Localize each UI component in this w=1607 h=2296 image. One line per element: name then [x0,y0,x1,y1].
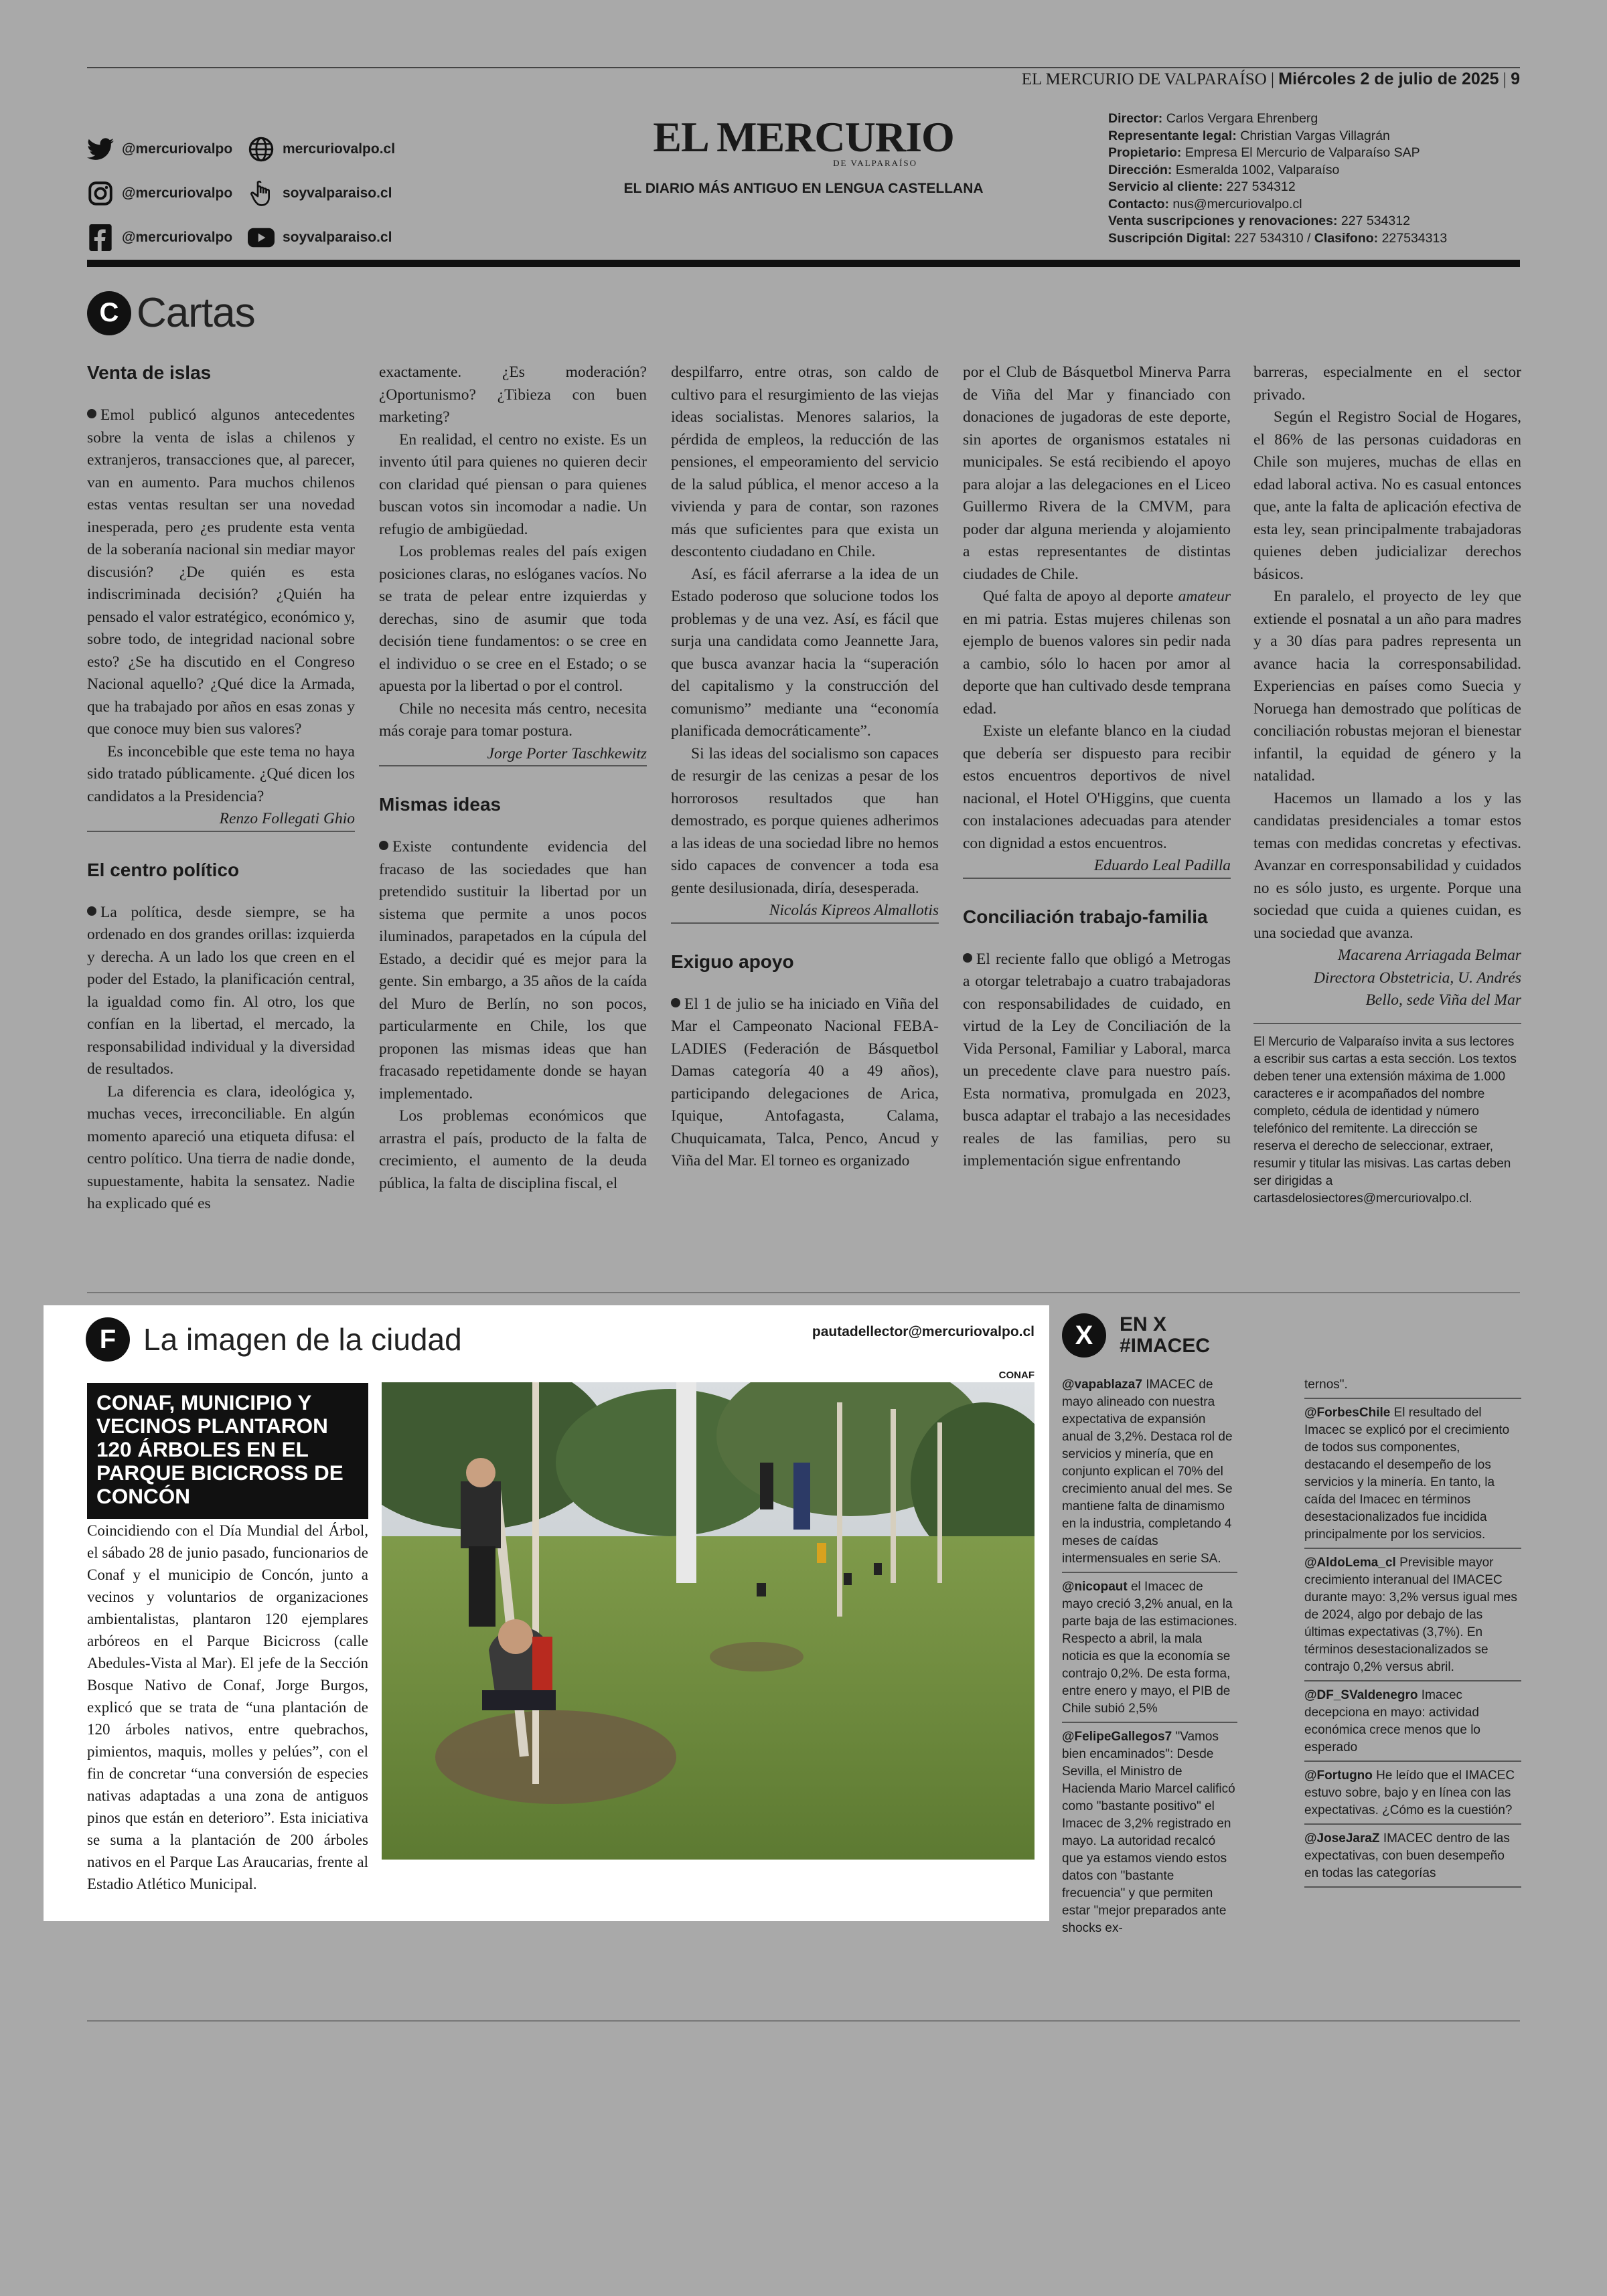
letter-title: Mismas ideas [379,794,502,815]
social-facebook[interactable] [87,224,248,251]
letter-title: El centro político [87,859,240,880]
bullet-dot [671,998,680,1007]
top-rule [87,67,1520,68]
enx-header [1062,1313,1210,1358]
staff-value: Empresa El Mercurio de Valparaíso SAP [1184,145,1420,160]
letter-paragraph: Los problemas económicos que arrastra el país, producto de la falta de crecimiento, el aumento de la deuda pública, la falta de disciplina fiscal, el [379,1107,647,1192]
letter-paragraph: despilfarro, entre otras, son caldo de cultivo para el resurgimiento de las viejas ideas socialistas. Menores salarios, la pérdida de empleos, la reducción de las pensiones, el empeoramiento del servicio de la salud pública, el menor acceso a la vivienda y para de contar, son razones más que suficientes para que exista un descontento ciudadano en Chile. [671,363,939,560]
tweet-text: El resultado del Imacec se explicó por el crecimiento de todos sus componentes, destacando el desempeño de los servicios y la minería. En tanto, la caída del Imacec en términos desestacionalizados fue incidida principalmente por los servicios. [1304,1406,1510,1542]
letter-divider [671,922,939,924]
letter-paragraph: El 1 de julio se ha iniciado en Viña del Mar el Campeonato Nacional FEBA-LADIES (Federación de Básquetbol Damas categoría 40 a 49 años), participando delegaciones de Arica, Iquique, Antofagasta, Calama, Chuquicamata, Talca, Penco, Ancud y Viña del Mar. El torneo es organizado [671,995,939,1169]
letter-divider [87,831,355,832]
tweet-handle[interactable]: @DF_SValdenegro [1304,1688,1418,1702]
tweet-continuation: ternos". [1304,1376,1521,1399]
staff-value: Carlos Vergara Ehrenberg [1166,111,1318,126]
letter-paragraph: barreras, especialmente en el sector privado. [1253,363,1521,404]
staff-key: Dirección: [1108,162,1172,177]
social-handle: soyvalparaiso.cl [283,230,392,245]
tweet-handle[interactable]: @FelipeGallegos7 [1062,1730,1172,1744]
staff-key: Servicio al cliente: [1108,179,1223,194]
bullet-dot [963,953,972,963]
city-title: La imagen de la ciudad [143,1322,462,1357]
staff-value: Esmeralda 1002, Valparaíso [1175,162,1340,177]
staff-key: Propietario: [1108,145,1182,160]
letter-divider [963,878,1231,879]
letters-column-3 [671,361,939,1173]
tweet [1304,1767,1521,1825]
city-letter-badge: F [86,1317,130,1362]
staff-key: Representante legal: [1108,128,1237,143]
city-body: Coincidiendo con el Día Mundial del Árbol, el sábado 28 de junio pasado, funcionarios de Conaf y el municipio de Concón, junto a vecinos y voluntarios de organizaciones ambientalistas, plantaron 120 ejemplares arbóreos en el Parque Bicicross (calle Abedules-Vista al Mar). El jefe de la Sección Bosque Nativo de Conaf, Jorge Burgos, explicó que se trata de “una plantación de 120 árboles nativos, entre quebrachos, pimientos, maquis, molles y pelúes”, con el fin de concretar “una conversión de especies nativas adaptadas a una zona de antiguos pinos que están en deterioro”. Esta iniciativa se suma a la plantación de 200 árboles nativos en el Parque Las Araucarias, frente al Estadio Atlético Municipal. [87,1522,368,1892]
tweet-text: Imacec decepciona en mayo: actividad económica crece menos que lo esperado [1304,1688,1480,1754]
tweets-column-1 [1062,1376,1237,1947]
social-links [87,127,408,260]
letters-column-5 [1253,361,1521,1208]
youtube-icon [248,224,275,251]
letter-paragraph: Así, es fácil aferrarse a la idea de un Estado poderoso que solucione todos los problemas y de una vez. Así, es fácil que surja una candidata como Jeannette Jara, que busca avanzar hacia la “superación del capitalismo y la construcción del comunismo” mediante una “economía planificada democráticamente”. [671,565,939,740]
tweet-handle[interactable]: @AldoLema_cl [1304,1556,1396,1570]
letter-paragraph: Existe un elefante blanco en la ciudad que debería ser dispuesto para recibir estos encuentros deportivos de nivel nacional, el Hotel O'Higgins, que cuenta con instalaciones adecuadas para atender con dignidad a estos encuentros. [963,722,1231,852]
tweet [1062,1728,1237,1941]
twitter-icon [87,136,114,163]
letter-signature: Macarena Arriagada Belmar [1337,947,1521,964]
tweet-handle[interactable]: @vapablaza7 [1062,1378,1142,1392]
letter-signature: Jorge Porter Taschkewitz [487,744,647,762]
facebook-icon [87,224,114,251]
staff-value: 227534313 [1381,230,1448,246]
globe-icon [248,136,275,163]
letter-paragraph: Los problemas reales del país exigen posiciones claras, no eslóganes vacíos. No se trata de pelear entre izquierdas y derechas, sino de asumir que toda decisión tiene fundamentos: o se cree en el individuo o se cree en el Estado; o se apuesta por la libertad o por el control. [379,543,647,695]
social-handle: soyvalparaiso.cl [283,185,392,201]
staff-value: 227 534312 [1226,179,1296,194]
bullet-dot [87,409,96,418]
photo-credit: CONAF [998,1370,1035,1381]
letter-paragraph: Existe contundente evidencia del fracaso de las sociedades que han pretendido sustituir la libertad por un sistema que permite a unos pocos iluminados, parapetados en la cúpula del Estado, a decidir qué es mejor para la gente. Sin embargo, a 35 años de la caída del Muro de Berlín, no son pocos, particularmente en Chile, los que proponen las mismas ideas que han fracasado repetidamente donde se hayan implementado. [379,838,647,1102]
italic-word: amateur [1178,588,1231,605]
submission-note: El Mercurio de Valparaíso invita a sus lectores a escribir sus cartas a esta sección. Los textos deben tener una extensión máxima de 1.000 caracteres e ir acompañados del nombre completo, cédula de identidad y número telefónico del remitente. La dirección se reserva el derecho de seleccionar, extraer, resumir y titular las misivas. Las cartas deben ser dirigidas a cartasdelosiectores@mercuriovalpo.cl. [1253,1023,1521,1208]
tweet-handle[interactable]: @Fortugno [1304,1769,1373,1783]
letter-title: Exiguo apoyo [671,951,794,972]
section-header [87,289,255,337]
bullet-dot [87,906,96,916]
social-soyvalparaiso[interactable] [248,180,408,207]
letter-signature: Renzo Follegati Ghio [219,810,355,827]
tweets-column-2 [1304,1376,1521,1893]
staff-key: Clasifono: [1314,230,1379,246]
letter-paragraph: La diferencia es clara, ideológica y, muchas veces, irreconciliable. En algún momento apareció una etiqueta difusa: el centro político. Una tierra de nadie donde, supuestamente, habita la sensatez. Nadie ha explicado qué es [87,1082,355,1212]
folio: EL MERCURIO DE VALPARAÍSO | Miércoles 2 de julio de 2025 | 9 [1021,70,1520,88]
city-image-box [44,1305,1049,1921]
city-header [86,1317,462,1362]
tweet-text: "Vamos bien encaminados": Desde Sevilla, el Ministro de Hacienda Mario Marcel calificó como "bastante positivo" el Imacec de 3,2% registrado en mayo. La autoridad recalcó que ya estamos viendo estos datos con "bastante frecuencia" y que permiten estar "mejor preparados ante shocks ex- [1062,1730,1235,1935]
section-rule [87,1292,1520,1293]
tweet [1304,1404,1521,1549]
logo-name: EL MERCURIO [653,113,954,161]
staff-key: Suscripción Digital: [1108,230,1231,246]
letters-column-2 [379,361,647,1195]
section-letter-badge: C [87,291,131,335]
tweet [1304,1554,1521,1682]
tweet-text: He leído que el IMACEC estuvo sobre, bajo y en línea con las expectativas. ¿Cómo es la cuestión? [1304,1769,1515,1817]
letter-paragraph: En paralelo, el proyecto de ley que extiende el posnatal a un año para madres y a 30 días para padres representa un avance hacia la corresponsabilidad. Experiencias en países como Suecia y Noruega han demostrado que políticas de conciliación robustas mejoran el bienestar infantil, la equidad de género y la natalidad. [1253,588,1521,785]
enx-hashtag[interactable]: #IMACEC [1120,1335,1211,1357]
social-handle: @mercuriovalpo [122,230,233,245]
staff-value: Christian Vargas Villagrán [1240,128,1390,143]
letter-divider [379,765,647,766]
masthead-tagline: EL DIARIO MÁS ANTIGUO EN LENGUA CASTELLANA [623,181,984,196]
staff-value[interactable]: nus@mercuriovalpo.cl [1172,196,1302,212]
tweet-text: IMACEC de mayo alineado con nuestra expectativa de expansión anual de 3,2%. Destaca rol de servicios y minería, que en conjunto explican el 70% del crecimiento anual del mes. Se mantiene falta de dinamismo en la industria, completando 4 meses de caídas intermensuales en serie SA. [1062,1378,1233,1566]
letter-paragraph: Es inconcebible que este tema no haya sido tratado públicamente. ¿Qué dicen los candidatos a la Presidencia? [87,742,355,805]
social-handle: @mercuriovalpo [122,141,233,157]
tweet [1304,1830,1521,1888]
masthead-rule [87,260,1520,267]
logo-sub: DE VALPARAÍSO [833,158,917,168]
folio-paper: EL MERCURIO DE VALPARAÍSO [1021,70,1267,88]
section-title: Cartas [137,290,255,336]
letter-paragraph [963,586,1231,720]
letter-paragraph: En realidad, el centro no existe. Es un invento útil para quienes no quieren decir con claridad qué piensan o para quienes buscan votos sin incomodar a nadie. Un refugio de ambigüedad. [379,430,647,538]
tweet [1062,1578,1237,1723]
staff-key: Venta suscripciones y renovaciones: [1108,214,1338,228]
letter-paragraph: Si las ideas del socialismo son capaces de resurgir de las cenizas a pesar de los horrorosos resultados que han demostrado, es porque quienes adherimos a las ideas de una sociedad libre no hemos sido capaces de convencer a toda esa gente desilusionada, diría, desesperada. [671,744,939,897]
social-web[interactable] [248,136,408,163]
instagram-icon [87,180,114,207]
letter-title: Venta de islas [87,362,212,383]
tweet [1304,1687,1521,1762]
letter-signature: Eduardo Leal Padilla [1093,857,1231,874]
letter-paragraph: El reciente fallo que obligó a Metrogas a otorgar teletrabajo a cuatro trabajadoras con responsabilidades de cuidado, en virtud de la Ley de Conciliación de la Vida Personal, Familiar y Laboral, marca un precedente clave para nuestro país. Esta normativa, promulgada en 2023, busca adaptar el trabajo a las necesidades reales de las familias, pero su implementación sigue enfrentando [963,950,1231,1169]
tweet-text: Previsible mayor crecimiento interanual del IMACEC durante mayo: 3,2% versus igual mes de 2024, algo por debajo de las últimas expectativas (3,7%). En términos desestacionalizados se contrajo 0,2% versus abril. [1304,1556,1517,1674]
city-headline: CONAF, MUNICIPIO Y VECINOS PLANTARON 120 ÁRBOLES EN EL PARQUE BICICROSS DE CONCÓN [87,1383,368,1519]
letter-signature-role: Bello, sede Viña del Mar [1365,991,1521,1009]
tweet-text: IMACEC dentro de las expectativas, con buen desempeño en todas las categorías [1304,1831,1510,1880]
letter-paragraph: La política, desde siempre, se ha ordenado en dos grandes orillas: izquierda y derecha. A un lado los que creen en el poder del Estado, la planificación central, la igualdad como fin. Al otro, los que confían en la libertad, el mercado, la responsabilidad individual y la diversidad de resultados. [87,903,355,1078]
text-run: Qué falta de apoyo al deporte [983,588,1178,605]
letter-paragraph: Chile no necesita más centro, necesita más coraje para tomar postura. [379,700,647,740]
hand-pointer-icon [248,180,275,207]
staff-value: 227 534310 / [1234,230,1311,246]
masthead-logo [589,112,1018,197]
letter-paragraph: Según el Registro Social de Hogares, el 86% de las personas cuidadoras en Chile son mujeres, muchas de ellas en edad laboral activa. No es casual entonces que, ante la falta de aplicación efectiva de esta ley, sean principalmente trabajadoras quienes deben judicializar derechos básicos. [1253,408,1521,583]
bottom-rule [87,2020,1520,2022]
letter-paragraph: Emol publicó algunos antecedentes sobre la venta de islas a chilenos y extranjeros, transacciones que, al parecer, van en aumento. Para muchos chilenos estas ventas resultan ser una novedad inesperada, pero ¿es prudente esta venta de la soberanía nacional sin mediar mayor discusión? ¿De quién es esta indiscriminada decisión? ¿Quién ha pensado el valor estratégico, económico y, sobre todo, de integridad nacional sobre esto? ¿Se ha discutido en el Congreso Nacional aquello? ¿Qué dice la Armada, que ha trabajado por años en esas zonas y que conoce muy bien sus valores? [87,406,355,738]
social-handle: @mercuriovalpo [122,185,233,201]
letters-column-1 [87,361,355,1216]
staff-value: 227 534312 [1341,214,1410,228]
folio-page: 9 [1511,70,1520,88]
x-logo-icon: X [1062,1313,1106,1358]
tweet-text: el Imacec de mayo creció 3,2% anual, en la parte baja de las estimaciones. Respecto a abril, la mala noticia es que la economía se contrajo 0,2%. De esta forma, entre enero y mayo, el PIB de Chile subió 2,5% [1062,1580,1237,1716]
tweet-handle[interactable]: @JoseJaraZ [1304,1831,1380,1846]
tree-planting-photo [382,1382,1035,1860]
letters-column-4 [963,361,1231,1173]
letter-paragraph: por el Club de Básquetbol Minerva Parra de Viña del Mar y financiado con donaciones de jugadoras de este deporte, sin aportes de organismos estatales ni municipales. Se está recibiendo el apoyo para alojar a las delegaciones en el Liceo Guillermo Rivera de la CMVM, para poder dar alguna merienda y alojamiento a estas representantes de distintas ciudades de Chile. [963,363,1231,583]
letter-title: Conciliación trabajo-familia [963,906,1208,927]
social-handle: mercuriovalpo.cl [283,141,396,157]
enx-title: EN X [1120,1313,1167,1335]
letter-paragraph: Hacemos un llamado a los y las candidatas presidenciales a tomar estos temas con medidas concretas y efectivas. Avanzar en corresponsabilidad y cuidados no es sólo justo, es urgente. Porque una sociedad que cuida a quienes cuidan, es una sociedad que avanza. [1253,789,1521,942]
staff-key: Contacto: [1108,196,1169,212]
bullet-dot [379,841,388,850]
tweet-handle[interactable]: @nicopaut [1062,1580,1128,1594]
social-twitter[interactable] [87,136,248,163]
tweet [1062,1376,1237,1573]
staff-key: Director: [1108,111,1163,126]
social-instagram[interactable] [87,180,248,207]
text-run: en mi patria. Estas mujeres chilenas son ejemplo de buenos valores sin pedir nada a cambio, sólo lo hacen por amor al deporte que han cultivado desde temprana edad. [963,610,1231,718]
staff-box [1108,110,1537,247]
social-youtube[interactable] [248,224,408,251]
folio-date: Miércoles 2 de julio de 2025 [1278,70,1499,88]
letter-signature-role: Directora Obstetricia, U. Andrés [1313,969,1521,987]
letter-signature: Nicolás Kipreos Almallotis [769,902,939,919]
city-email-link[interactable]: pautadellector@mercuriovalpo.cl [812,1324,1035,1339]
letter-paragraph: exactamente. ¿Es moderación? ¿Oportunismo? ¿Tibieza con buen marketing? [379,363,647,426]
tweet-handle[interactable]: @ForbesChile [1304,1406,1391,1420]
